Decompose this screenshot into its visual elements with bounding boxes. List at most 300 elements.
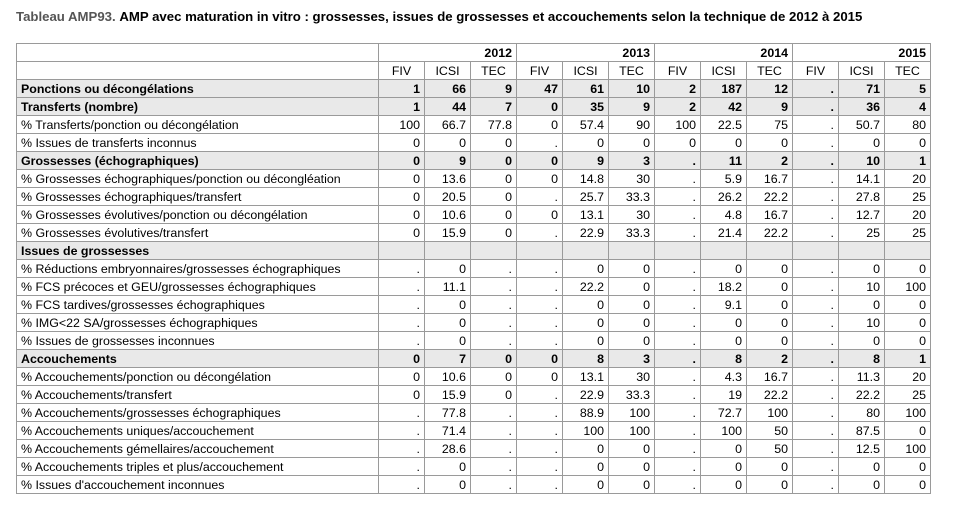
table-cell: . [517,224,563,242]
table-cell: 22.2 [747,224,793,242]
table-cell: . [517,386,563,404]
table-cell: 0 [379,134,425,152]
table-row [17,134,931,152]
table-cell: 0 [563,332,609,350]
table-cell: 0 [747,332,793,350]
table-cell: . [655,440,701,458]
table-cell: 16.7 [747,368,793,386]
table-cell: . [471,458,517,476]
technique-header-cell: TEC [747,62,793,80]
table-cell: . [793,350,839,368]
table-cell: . [655,278,701,296]
table-cell: . [793,404,839,422]
table-cell: . [379,278,425,296]
table-cell: 0 [701,332,747,350]
table-cell: . [793,206,839,224]
table-cell: 30 [609,368,655,386]
table-cell: 72.7 [701,404,747,422]
table-cell: 0 [655,134,701,152]
table-cell: 8 [839,350,885,368]
table-cell: 0 [471,134,517,152]
table-row [17,98,931,116]
table-cell: . [471,404,517,422]
table-cell: . [793,458,839,476]
table-cell: 22.9 [563,224,609,242]
table-cell: . [793,386,839,404]
table-cell: . [793,116,839,134]
technique-header-row [17,62,931,80]
table-cell: 11.3 [839,368,885,386]
table-cell: 10 [839,314,885,332]
table-cell [471,242,517,260]
table-cell: . [655,404,701,422]
table-cell: . [517,332,563,350]
table-cell: 0 [425,134,471,152]
table-cell: 10.6 [425,206,471,224]
table-cell: 0 [839,476,885,494]
table-cell: 33.3 [609,188,655,206]
row-label: % Issues de grossesses inconnues [17,332,379,350]
table-cell: 2 [747,152,793,170]
table-cell: . [793,188,839,206]
table-cell: 0 [425,332,471,350]
table-cell: 22.2 [839,386,885,404]
table-cell [747,242,793,260]
table-cell [379,242,425,260]
table-cell [701,242,747,260]
table-cell: 15.9 [425,386,471,404]
data-table [16,43,931,494]
table-cell: . [793,332,839,350]
row-label: % Issues d'accouchement inconnues [17,476,379,494]
table-cell: 0 [609,314,655,332]
table-cell: 0 [839,332,885,350]
row-label: % Accouchements/ponction ou décongélation [17,368,379,386]
table-row [17,224,931,242]
table-cell: 87.5 [839,422,885,440]
table-cell: 4.3 [701,368,747,386]
table-cell: 50 [747,422,793,440]
table-cell: 0 [517,206,563,224]
table-cell: 13.6 [425,170,471,188]
table-cell: 0 [885,476,931,494]
table-cell: 2 [747,350,793,368]
row-label: % Grossesses échographiques/transfert [17,188,379,206]
table-cell: 26.2 [701,188,747,206]
table-cell [839,242,885,260]
table-cell: 47 [517,80,563,98]
table-cell: 0 [425,260,471,278]
table-cell: . [655,386,701,404]
table-cell: 0 [609,278,655,296]
table-cell: 0 [517,116,563,134]
technique-header-cell: ICSI [701,62,747,80]
table-cell: . [379,296,425,314]
table-cell: . [655,224,701,242]
table-cell: 0 [609,476,655,494]
table-cell: 16.7 [747,170,793,188]
table-cell: 19 [701,386,747,404]
table-cell: . [517,476,563,494]
table-cell: 14.1 [839,170,885,188]
table-cell: 9.1 [701,296,747,314]
table-cell: 13.1 [563,206,609,224]
table-cell: . [517,404,563,422]
row-label: % Accouchements gémellaires/accouchement [17,440,379,458]
technique-header-cell: ICSI [563,62,609,80]
table-cell: 100 [379,116,425,134]
table-row [17,188,931,206]
table-row [17,116,931,134]
table-cell: 2 [655,80,701,98]
table-cell: 50.7 [839,116,885,134]
year-header-2012: 2012 [379,44,517,62]
table-cell: . [471,332,517,350]
table-cell [655,242,701,260]
table-cell: 0 [885,332,931,350]
table-cell: 0 [471,188,517,206]
table-row [17,458,931,476]
table-cell: 100 [885,440,931,458]
table-cell: 3 [609,152,655,170]
table-cell: 0 [471,368,517,386]
table-cell: 90 [609,116,655,134]
table-cell: 71 [839,80,885,98]
table-cell: 8 [701,350,747,368]
table-cell: 9 [747,98,793,116]
table-cell: 4 [885,98,931,116]
caption-title: AMP avec maturation in vitro : grossesses, issues de grossesses et accouchements selon la technique de 2012 à 2015 [119,9,863,24]
table-cell: 0 [471,170,517,188]
table-cell: 42 [701,98,747,116]
table-cell: 100 [885,404,931,422]
table-cell: 0 [747,476,793,494]
row-label: Accouchements [17,350,379,368]
table-cell [793,242,839,260]
table-cell: 25 [885,188,931,206]
table-cell: . [655,314,701,332]
table-cell: . [793,314,839,332]
table-cell: 100 [609,422,655,440]
table-cell: 0 [885,422,931,440]
technique-header-cell: FIV [517,62,563,80]
table-cell: 20 [885,170,931,188]
table-cell: . [379,440,425,458]
table-cell: 0 [701,260,747,278]
row-label: % Accouchements/grossesses échographiques [17,404,379,422]
table-cell: . [379,314,425,332]
table-cell: 0 [563,476,609,494]
table-cell: . [517,314,563,332]
table-cell: 100 [747,404,793,422]
table-cell: . [517,422,563,440]
table-cell: 0 [425,314,471,332]
table-cell: 9 [609,98,655,116]
row-label: % IMG<22 SA/grossesses échographiques [17,314,379,332]
table-cell: 0 [747,260,793,278]
table-cell: 33.3 [609,224,655,242]
table-cell: 22.2 [747,386,793,404]
table-cell: 100 [563,422,609,440]
table-cell: 18.2 [701,278,747,296]
table-cell: 0 [379,386,425,404]
table-cell: . [379,476,425,494]
table-cell: 0 [609,134,655,152]
table-cell: 7 [425,350,471,368]
table-row [17,404,931,422]
table-cell: 80 [885,116,931,134]
table-cell: 28.6 [425,440,471,458]
table-cell: 0 [563,260,609,278]
table-cell: 25 [885,386,931,404]
table-cell: 66 [425,80,471,98]
table-row [17,296,931,314]
technique-header-cell: FIV [655,62,701,80]
table-cell: 0 [563,440,609,458]
table-cell: 0 [379,350,425,368]
row-label: % Grossesses évolutives/transfert [17,224,379,242]
row-label: Issues de grossesses [17,242,379,260]
table-cell: 22.2 [563,278,609,296]
table-cell: 0 [517,350,563,368]
table-cell: 0 [471,224,517,242]
table-row [17,422,931,440]
table-cell: . [655,188,701,206]
table-cell: 0 [885,458,931,476]
table-cell: 2 [655,98,701,116]
table-cell: 0 [379,368,425,386]
table-cell: . [655,476,701,494]
table-cell: 0 [747,458,793,476]
table-cell: 0 [609,440,655,458]
table-row [17,314,931,332]
table-cell: 75 [747,116,793,134]
table-cell: 0 [885,314,931,332]
table-cell: 1 [379,98,425,116]
table-cell: 7 [471,98,517,116]
table-cell: 100 [885,278,931,296]
table-cell: 3 [609,350,655,368]
table-cell: 0 [471,206,517,224]
table-cell: 20.5 [425,188,471,206]
table-cell: 36 [839,98,885,116]
row-label: Grossesses (échographiques) [17,152,379,170]
technique-header-cell: TEC [609,62,655,80]
table-cell: 88.9 [563,404,609,422]
table-cell: 10 [839,152,885,170]
table-cell: 187 [701,80,747,98]
technique-header-cell: TEC [471,62,517,80]
table-cell: 30 [609,170,655,188]
table-cell: . [517,296,563,314]
row-label: Transferts (nombre) [17,98,379,116]
table-cell: 4.8 [701,206,747,224]
table-cell: 0 [563,134,609,152]
table-cell: . [655,350,701,368]
table-cell: . [793,170,839,188]
table-cell: 30 [609,206,655,224]
caption-label: Tableau AMP93. [16,9,116,24]
row-label: Ponctions ou décongélations [17,80,379,98]
table-cell: 44 [425,98,471,116]
table-cell: 0 [609,332,655,350]
table-cell: . [471,314,517,332]
table-cell: . [655,296,701,314]
table-row [17,206,931,224]
year-header-row [17,44,931,62]
table-cell: . [793,260,839,278]
table-cell: . [793,440,839,458]
table-cell: . [517,260,563,278]
table-cell: 5 [885,80,931,98]
table-cell: . [471,440,517,458]
table-cell: 0 [839,458,885,476]
table-cell: . [793,476,839,494]
table-cell: 61 [563,80,609,98]
technique-header-cell: ICSI [839,62,885,80]
row-label: % Accouchements uniques/accouchement [17,422,379,440]
table-cell: 0 [701,458,747,476]
table-cell [609,242,655,260]
table-cell: 0 [839,296,885,314]
table-cell: 50 [747,440,793,458]
table-cell: 0 [471,350,517,368]
table-cell: 10.6 [425,368,471,386]
table-cell: 9 [471,80,517,98]
table-cell: 0 [609,260,655,278]
table-row [17,80,931,98]
table-cell: 12.5 [839,440,885,458]
table-cell: . [517,188,563,206]
row-label: % Grossesses évolutives/ponction ou décongélation [17,206,379,224]
table-cell: . [793,224,839,242]
table-cell: 0 [425,296,471,314]
table-cell: 35 [563,98,609,116]
table-cell: 0 [747,134,793,152]
table-row [17,332,931,350]
table-cell: 77.8 [471,116,517,134]
table-cell: 0 [701,314,747,332]
table-cell: . [655,368,701,386]
table-cell: 100 [655,116,701,134]
row-label: % FCS tardives/grossesses échographiques [17,296,379,314]
table-cell: . [471,278,517,296]
table-cell: 0 [839,260,885,278]
year-header-2015: 2015 [793,44,931,62]
year-header-2014: 2014 [655,44,793,62]
row-label: % FCS précoces et GEU/grossesses échographiques [17,278,379,296]
technique-header-cell: FIV [793,62,839,80]
table-cell: 66.7 [425,116,471,134]
table-cell: 0 [379,152,425,170]
table-cell: 80 [839,404,885,422]
header-empty-cell [17,44,379,62]
table-cell: 13.1 [563,368,609,386]
table-cell: 0 [563,296,609,314]
table-cell: 20 [885,206,931,224]
table-cell: 0 [379,224,425,242]
table-cell: . [655,170,701,188]
table-cell: . [793,134,839,152]
table-cell: 0 [747,314,793,332]
table-cell: . [379,458,425,476]
table-cell: . [379,332,425,350]
table-cell: 12 [747,80,793,98]
table-row [17,242,931,260]
table-cell: 10 [609,80,655,98]
table-cell [517,242,563,260]
table-cell: . [655,458,701,476]
table-cell: 25.7 [563,188,609,206]
table-cell: 0 [379,206,425,224]
table-cell: 27.8 [839,188,885,206]
table-cell: 0 [701,134,747,152]
table-cell [425,242,471,260]
table-cell: 0 [471,152,517,170]
table-cell: 33.3 [609,386,655,404]
table-cell: 16.7 [747,206,793,224]
table-cell: 0 [885,134,931,152]
table-cell: 0 [425,458,471,476]
table-cell: 15.9 [425,224,471,242]
table-cell: 5.9 [701,170,747,188]
table-cell: . [655,422,701,440]
table-row [17,350,931,368]
table-cell: 0 [425,476,471,494]
table-cell: . [793,278,839,296]
row-label: % Issues de transferts inconnus [17,134,379,152]
table-cell: 57.4 [563,116,609,134]
table-cell: 20 [885,368,931,386]
table-cell [885,242,931,260]
table-cell: 0 [517,368,563,386]
table-row [17,260,931,278]
table-cell: 1 [379,80,425,98]
row-label: % Grossesses échographiques/ponction ou décongléation [17,170,379,188]
table-caption [16,9,862,24]
table-cell: . [793,152,839,170]
table-cell: 22.9 [563,386,609,404]
table-cell: 0 [517,98,563,116]
table-row [17,170,931,188]
table-cell: 22.5 [701,116,747,134]
table-cell: . [471,422,517,440]
table-row [17,476,931,494]
table-cell: 11.1 [425,278,471,296]
table-cell: 1 [885,152,931,170]
table-row [17,386,931,404]
header-empty-cell [17,62,379,80]
technique-header-cell: TEC [885,62,931,80]
table-row [17,152,931,170]
table-cell: 25 [839,224,885,242]
table-cell: . [655,152,701,170]
table-cell: . [655,206,701,224]
table-cell: 77.8 [425,404,471,422]
table-cell: 25 [885,224,931,242]
table-cell: . [793,296,839,314]
row-label: % Transferts/ponction ou décongélation [17,116,379,134]
table-cell: 0 [747,278,793,296]
table-cell: 0 [517,152,563,170]
technique-header-cell: FIV [379,62,425,80]
technique-header-cell: ICSI [425,62,471,80]
table-cell: . [517,458,563,476]
table-cell: 0 [379,188,425,206]
table-cell: 9 [563,152,609,170]
table-cell: 0 [839,134,885,152]
year-header-2013: 2013 [517,44,655,62]
